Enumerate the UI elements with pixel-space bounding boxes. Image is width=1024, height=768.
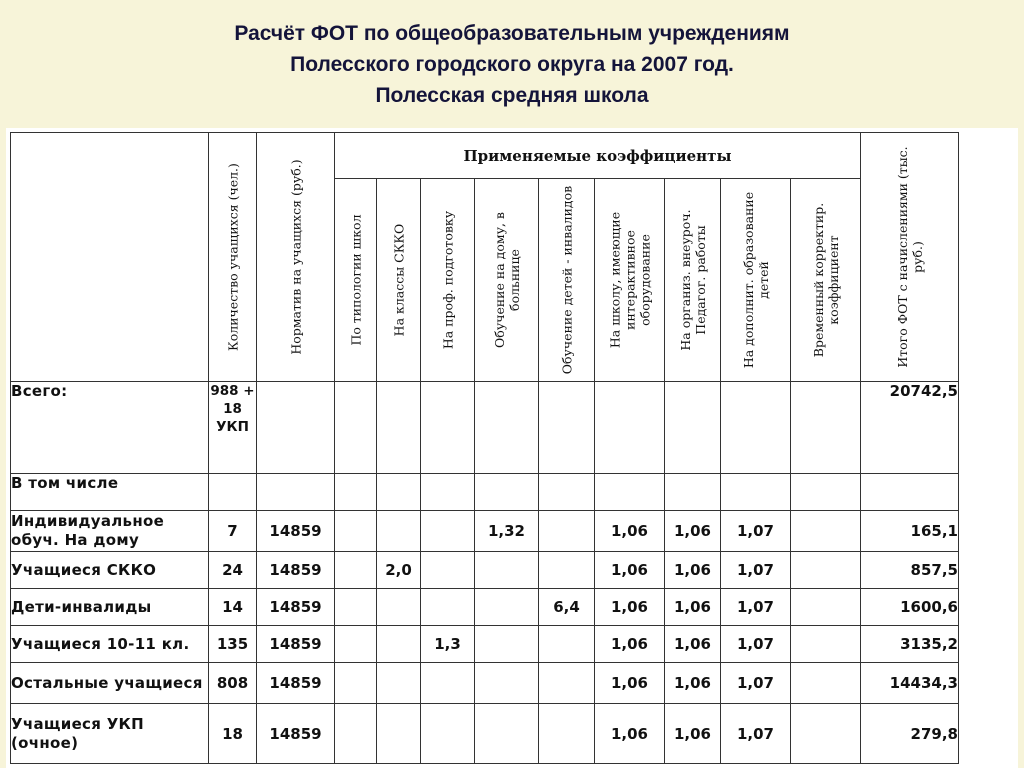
row-coef: 1,06	[665, 704, 721, 764]
row-coef	[335, 511, 377, 552]
row-coef	[475, 474, 539, 511]
header-coef-school-type: По типологии школ	[335, 179, 377, 382]
header-coef-temp-correction: Временный корректир. коэффициент	[791, 179, 861, 382]
table-row	[11, 704, 959, 764]
row-coef	[377, 474, 421, 511]
row-count	[209, 474, 257, 511]
header-coef-interactive: На школу, имеющие интерактивное оборудование	[595, 179, 665, 382]
row-coef	[475, 552, 539, 589]
header-total-fot: Итого ФОТ с начислениями (тыс. руб.)	[861, 133, 959, 382]
row-coef	[791, 474, 861, 511]
row-count: 135	[209, 626, 257, 663]
row-total: 20742,5	[861, 382, 959, 474]
row-coef	[791, 511, 861, 552]
row-coef: 1,06	[595, 663, 665, 704]
title-line-1: Расчёт ФОТ по общеобразовательным учреждениям	[234, 22, 790, 45]
row-total: 1600,6	[861, 589, 959, 626]
row-count: 24	[209, 552, 257, 589]
row-coef	[721, 474, 791, 511]
row-count: 7	[209, 511, 257, 552]
row-coef	[475, 589, 539, 626]
row-coef: 1,07	[721, 511, 791, 552]
row-coef	[595, 382, 665, 474]
row-coef	[475, 704, 539, 764]
row-norm: 14859	[257, 589, 335, 626]
row-coef	[539, 663, 595, 704]
row-coef	[421, 589, 475, 626]
row-label: Всего:	[11, 382, 209, 474]
row-coef	[377, 511, 421, 552]
row-coef: 1,06	[665, 626, 721, 663]
row-norm	[257, 382, 335, 474]
header-coef-skko: На классы СККО	[377, 179, 421, 382]
row-coef	[377, 589, 421, 626]
row-coef: 1,06	[595, 589, 665, 626]
row-coef	[665, 474, 721, 511]
row-coef: 1,06	[665, 663, 721, 704]
row-coef: 1,07	[721, 704, 791, 764]
row-coef	[539, 704, 595, 764]
row-coef	[421, 511, 475, 552]
header-coef-home-hospital: Обучение на дому, в больнице	[475, 179, 539, 382]
table-row	[11, 474, 959, 511]
row-coef: 1,06	[665, 511, 721, 552]
row-label: Остальные учащиеся	[11, 663, 209, 704]
row-coef: 1,06	[595, 704, 665, 764]
row-coef	[335, 552, 377, 589]
row-coef: 1,07	[721, 589, 791, 626]
row-total: 165,1	[861, 511, 959, 552]
row-coef	[539, 511, 595, 552]
row-coef	[791, 704, 861, 764]
row-coef: 1,3	[421, 626, 475, 663]
row-norm: 14859	[257, 552, 335, 589]
row-coef: 1,32	[475, 511, 539, 552]
header-coef-extracurricular: На организ. внеуроч. Педагог. работы	[665, 179, 721, 382]
row-coef: 1,06	[595, 552, 665, 589]
row-coef	[539, 552, 595, 589]
row-coef	[377, 382, 421, 474]
row-coef	[377, 704, 421, 764]
row-coef: 1,07	[721, 663, 791, 704]
row-norm	[257, 474, 335, 511]
header-coefficients-group: Применяемые коэффициенты	[335, 133, 861, 179]
row-total: 14434,3	[861, 663, 959, 704]
row-total	[861, 474, 959, 511]
row-coef	[791, 382, 861, 474]
row-coef	[791, 552, 861, 589]
table-row	[11, 589, 959, 626]
row-coef	[721, 382, 791, 474]
header-row-1	[11, 133, 959, 179]
row-coef	[335, 626, 377, 663]
row-coef	[791, 663, 861, 704]
row-coef	[791, 589, 861, 626]
row-coef: 1,06	[595, 511, 665, 552]
row-coef	[595, 474, 665, 511]
row-coef: 6,4	[539, 589, 595, 626]
row-coef	[665, 382, 721, 474]
row-count: 988 + 18 УКП	[209, 382, 257, 474]
table-row	[11, 663, 959, 704]
row-coef	[335, 663, 377, 704]
row-coef	[791, 626, 861, 663]
title-line-3: Полесская средняя школа	[375, 84, 649, 107]
row-label: Учащиеся 10-11 кл.	[11, 626, 209, 663]
row-label: Индивидуальное обуч. На дому	[11, 511, 209, 552]
row-norm: 14859	[257, 663, 335, 704]
row-norm: 14859	[257, 626, 335, 663]
row-coef: 1,06	[595, 626, 665, 663]
row-coef	[475, 626, 539, 663]
row-coef: 2,0	[377, 552, 421, 589]
row-coef: 1,06	[665, 589, 721, 626]
row-coef	[421, 663, 475, 704]
table-sheet	[6, 128, 1018, 768]
row-coef: 1,06	[665, 552, 721, 589]
row-coef: 1,07	[721, 552, 791, 589]
row-label: Учащиеся СККО	[11, 552, 209, 589]
title-line-2: Полесского городского округа на 2007 год.	[290, 53, 734, 76]
row-coef	[475, 382, 539, 474]
row-norm: 14859	[257, 704, 335, 764]
row-coef: 1,07	[721, 626, 791, 663]
row-coef	[335, 474, 377, 511]
row-label: Дети-инвалиды	[11, 589, 209, 626]
row-count: 14	[209, 589, 257, 626]
row-coef	[475, 663, 539, 704]
row-count: 808	[209, 663, 257, 704]
row-coef	[377, 626, 421, 663]
row-coef	[539, 382, 595, 474]
header-students-count: Количество учащихся (чел.)	[209, 133, 257, 382]
row-label: Учащиеся УКП (очное)	[11, 704, 209, 764]
row-norm: 14859	[257, 511, 335, 552]
row-coef	[377, 663, 421, 704]
row-label: В том числе	[11, 474, 209, 511]
row-coef	[335, 704, 377, 764]
fot-table	[10, 132, 959, 764]
row-coef	[539, 626, 595, 663]
row-total: 3135,2	[861, 626, 959, 663]
table-row	[11, 382, 959, 474]
page-title	[0, 18, 1024, 111]
table-row	[11, 511, 959, 552]
row-coef	[335, 382, 377, 474]
row-coef	[335, 589, 377, 626]
header-coef-disabled: Обучение детей - инвалидов	[539, 179, 595, 382]
row-coef	[421, 474, 475, 511]
row-coef	[539, 474, 595, 511]
row-coef	[421, 704, 475, 764]
table-row	[11, 626, 959, 663]
row-total: 279,8	[861, 704, 959, 764]
row-coef	[421, 552, 475, 589]
row-total: 857,5	[861, 552, 959, 589]
row-count: 18	[209, 704, 257, 764]
header-coef-additional-edu: На дополнит. образование детей	[721, 179, 791, 382]
header-norm: Норматив на учащихся (руб.)	[257, 133, 335, 382]
header-coef-prof: На проф. подготовку	[421, 179, 475, 382]
header-blank	[11, 133, 209, 382]
table-row	[11, 552, 959, 589]
row-coef	[421, 382, 475, 474]
